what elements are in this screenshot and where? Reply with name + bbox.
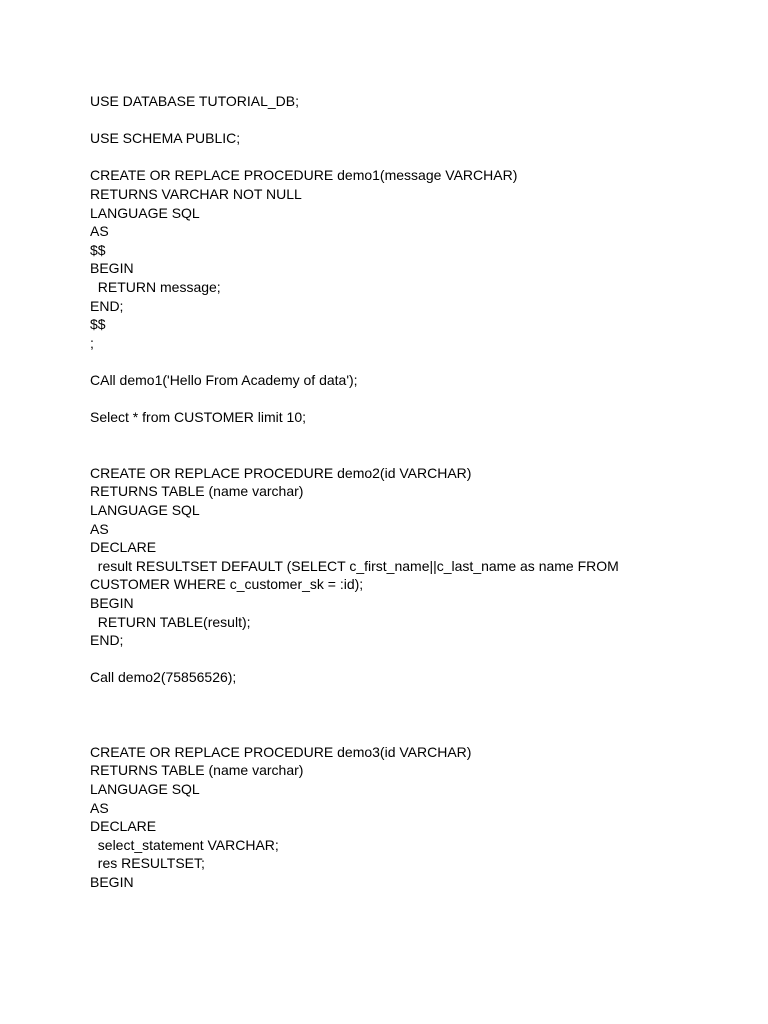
- code-line: [90, 724, 690, 743]
- code-line: AS: [90, 223, 109, 240]
- code-line: ;: [90, 334, 94, 351]
- code-line: AS: [90, 799, 109, 816]
- code-line: RETURN TABLE(result);: [90, 613, 251, 630]
- code-line: LANGUAGE SQL: [90, 502, 200, 519]
- code-line: Call demo2(75856526);: [90, 669, 237, 686]
- code-line: CREATE OR REPLACE PROCEDURE demo3(id VARCHAR): [90, 743, 472, 760]
- code-line: [90, 148, 690, 167]
- code-line: [90, 390, 690, 409]
- code-line: DECLARE: [90, 539, 157, 556]
- code-line: [90, 111, 690, 130]
- sql-code-block: [90, 92, 690, 892]
- code-line: CUSTOMER WHERE c_customer_sk = :id);: [90, 576, 364, 593]
- code-line: result RESULTSET DEFAULT (SELECT c_first_name||c_last_name as name FROM: [90, 557, 619, 574]
- code-line: END;: [90, 632, 124, 649]
- code-line: select_statement VARCHAR;: [90, 836, 279, 853]
- code-line: USE DATABASE TUTORIAL_DB;: [90, 93, 300, 109]
- code-line: BEGIN: [90, 595, 134, 612]
- code-line: CREATE OR REPLACE PROCEDURE demo2(id VARCHAR): [90, 464, 472, 481]
- code-line: RETURN message;: [90, 278, 221, 295]
- code-line: $$: [90, 241, 106, 258]
- code-line: USE SCHEMA PUBLIC;: [90, 130, 241, 147]
- code-line: RETURNS TABLE (name varchar): [90, 483, 304, 500]
- code-line: [90, 352, 690, 371]
- code-line: [90, 650, 690, 669]
- code-line: END;: [90, 297, 124, 314]
- code-line: RETURNS VARCHAR NOT NULL: [90, 185, 302, 202]
- code-line: $$: [90, 316, 106, 333]
- code-line: [90, 427, 690, 446]
- code-line: LANGUAGE SQL: [90, 780, 200, 797]
- code-line: Select * from CUSTOMER limit 10;: [90, 409, 307, 426]
- code-line: AS: [90, 520, 109, 537]
- code-line: res RESULTSET;: [90, 855, 205, 872]
- code-line: DECLARE: [90, 818, 157, 835]
- code-line: CAll demo1('Hello From Academy of data');: [90, 371, 358, 388]
- code-line: BEGIN: [90, 873, 134, 890]
- code-line: CREATE OR REPLACE PROCEDURE demo1(message VARCHAR): [90, 167, 518, 184]
- code-line: [90, 687, 690, 706]
- code-line: LANGUAGE SQL: [90, 204, 200, 221]
- code-line: [90, 445, 690, 464]
- code-line: [90, 706, 690, 725]
- code-line: BEGIN: [90, 260, 134, 277]
- code-line: RETURNS TABLE (name varchar): [90, 762, 304, 779]
